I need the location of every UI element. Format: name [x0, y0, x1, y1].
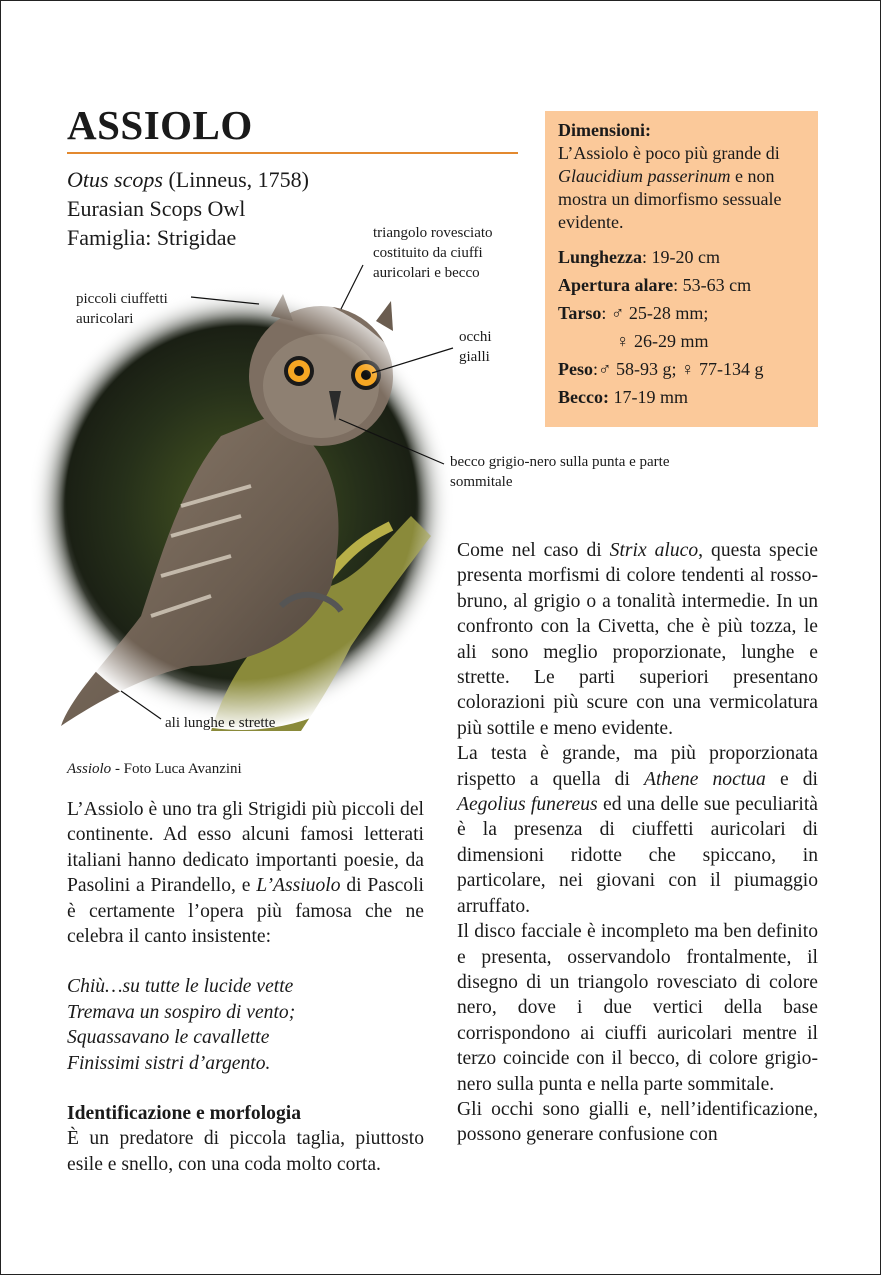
dimensions-intro-text-end: e non mostra un dimorfismo sessuale evidente. [558, 166, 782, 232]
length-label: Lunghezza [558, 247, 643, 267]
paragraph-head [457, 741, 818, 919]
poem [67, 974, 424, 1076]
dimensions-intro [558, 119, 805, 234]
p1-text-end: , questa specie presenta morfismi di colore tendenti al rosso-bruno, al grigio o a tonalità intermedie. In un confronto con la Civetta, che è più tozza, le ali sono meglio proporzionate, lunghe e strette. Le parti superiori presentano colorazioni più scure con una vermicolatura più sottile e meno evidente. [457, 540, 819, 739]
paragraph-morphs [457, 538, 818, 741]
length-value: : 19-20 cm [642, 247, 721, 267]
intro-text: L’Assiolo è uno tra gli Strigidi più piccoli del continente. Ad esso alcuni famosi letterati italiani hanno dedicato importanti poesie, da Pasolini a Pirandello, e [67, 799, 424, 897]
beak-row [558, 383, 805, 411]
caption-credit: - Foto Luca Avanzini [111, 761, 242, 777]
tarsus-female-row [558, 327, 805, 355]
tarsus-label: Tarso [558, 303, 602, 323]
section-heading: Identificazione e morfologia [67, 1103, 301, 1125]
authority: (Linneus, 1758) [168, 167, 309, 192]
family: Famiglia: Strigidae [67, 225, 237, 250]
p2-text-mid: e di [765, 768, 818, 790]
annotation-ear-tufts: piccoli ciuffetti auricolari [76, 291, 168, 327]
owl-photo [31, 286, 461, 731]
paragraph-facial-disc: Il disco facciale è incompleto ma ben definito e presenta, osservandolo frontalmente, il disegno di un triangolo rovesciato di colore nero, dove i due vertici della base corrispondono ai ciuffi auricolari mentre il terzo coincide con il becco, di colore grigio-nero sulla punta e nella parte sommitale. [457, 921, 818, 1095]
paragraph-eyes: Gli occhi sono gialli e, nell’identificazione, possono generare confusione con [457, 1098, 818, 1146]
ear-tuft-right [376, 301, 393, 331]
caption-species: Assiolo [67, 761, 112, 777]
title-underline [67, 152, 518, 154]
section-paragraph: È un predatore di piccola taglia, piuttosto esile e snello, con una coda molto corta. [67, 1128, 424, 1175]
p2-species-2: Aegolius funereus [457, 794, 598, 816]
annotation-triangle: triangolo rovesciato costituito da ciuffi auricolari e becco [373, 225, 493, 281]
intro-text-end: di Pascoli è certamente l’opera più famosa che ne celebra il canto insistente: [67, 875, 424, 948]
beak-label: Becco: [558, 387, 609, 407]
scientific-name-line [67, 165, 309, 194]
dimensions-heading: Dimensioni: [558, 120, 652, 140]
poem-line: Chiù…su tutte le lucide vette [67, 976, 294, 998]
annotation-wings: ali lunghe e strette [165, 715, 276, 731]
poem-line: Tremava un sospiro di vento; [67, 1001, 296, 1023]
species-header [67, 165, 309, 252]
page-title: ASSIOLO [67, 102, 253, 148]
p1-text: Come nel caso di [457, 540, 610, 561]
beak-value: 17-19 mm [608, 387, 688, 407]
p2-text: La testa è grande, ma più proporzionata rispetto a quella di [457, 743, 818, 790]
tarsus-female-value: ♀ 26-29 mm [616, 331, 709, 351]
intro-poem-title: L’Assiuolo [256, 875, 341, 897]
weight-label: Peso [558, 359, 593, 379]
wingspan-label: Apertura alare [558, 275, 674, 295]
wingspan-value: : 53-63 cm [673, 275, 752, 295]
p2-text-end: ed una delle sue peculiarità è la presenza di ciuffetti auricolari di dimensioni ridotte che spiccano, in particolare, nei giovani con il piumaggio arruffato. [457, 794, 818, 917]
tarsus-row [558, 299, 805, 327]
photo-caption [67, 761, 242, 778]
scientific-name: Otus scops [67, 167, 163, 192]
poem-line: Squassavano le cavallette [67, 1027, 270, 1049]
english-name: Eurasian Scops Owl [67, 196, 246, 221]
p2-species-1: Athene noctua [644, 768, 766, 790]
left-column [67, 797, 424, 1177]
right-column [457, 538, 818, 1148]
intro-paragraph [67, 797, 424, 949]
poem-line: Finissimi sistri d’argento. [67, 1052, 271, 1074]
annotation-beak: becco grigio-nero sulla punta e parte sommitale [450, 454, 670, 490]
dimensions-intro-text: L’Assiolo è poco più grande di [558, 143, 780, 163]
photo-vignette [31, 286, 456, 730]
weight-value: :♂ 58-93 g; ♀ 77-134 g [593, 359, 764, 379]
wingspan-row [558, 271, 805, 299]
dimensions-box [545, 111, 818, 427]
p1-species: Strix aluco [609, 540, 699, 561]
weight-row [558, 355, 805, 383]
dimensions-intro-species: Glaucidium passerinum [558, 166, 731, 186]
tarsus-male-value: : ♂ 25-28 mm; [601, 303, 709, 323]
annotation-eyes: occhi gialli [459, 329, 492, 365]
length-row [558, 243, 805, 271]
